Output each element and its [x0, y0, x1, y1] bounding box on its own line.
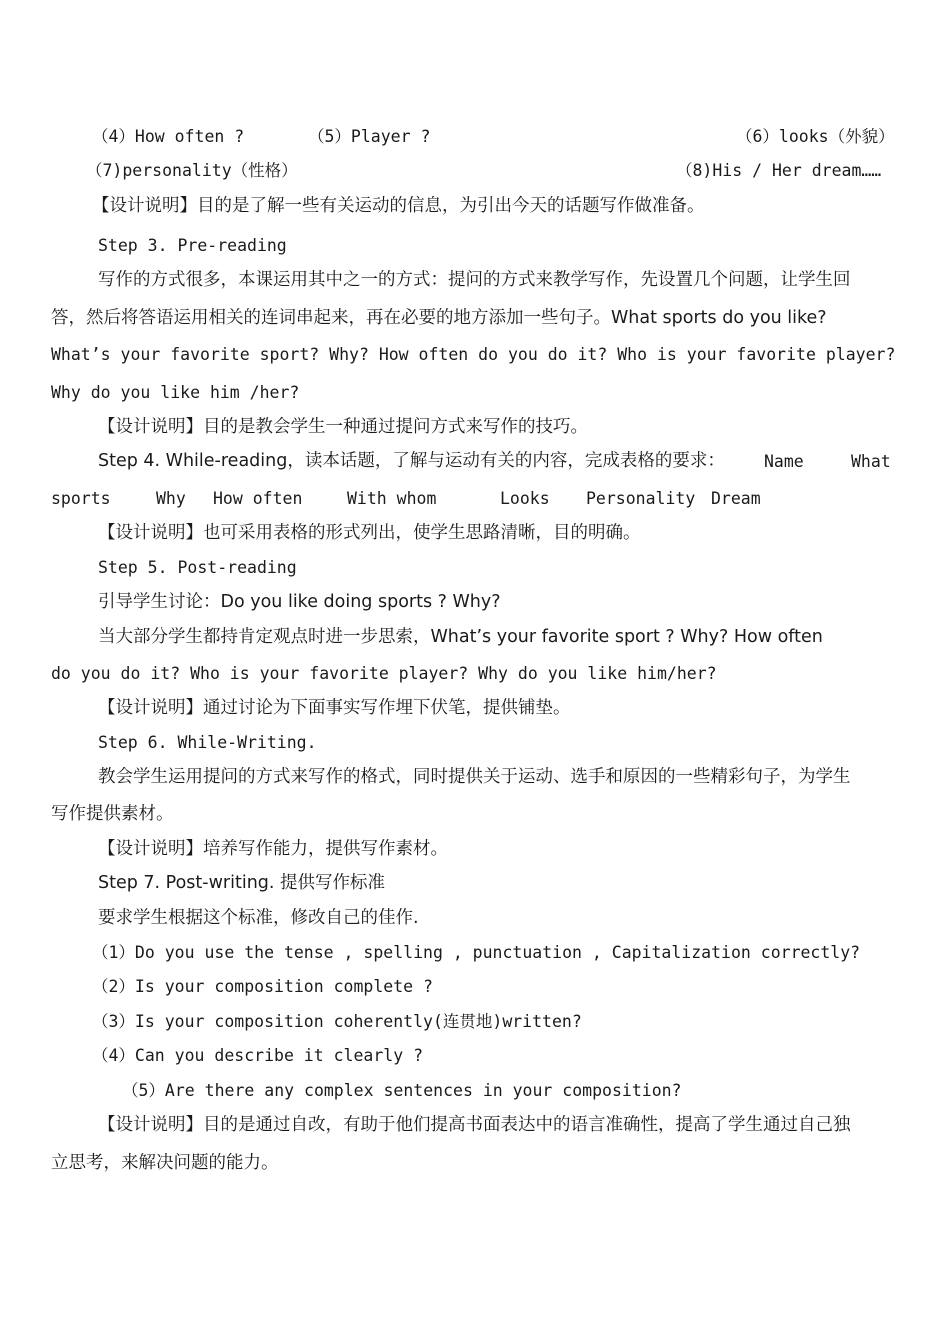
step4-line1: Step 4. While-reading，读本话题，了解与运动有关的内容，完成表格的要求：	[98, 451, 725, 471]
step7-title: Step 7. Post-writing. 提供写作标准	[98, 873, 386, 893]
table-header-how-often: How often	[213, 489, 303, 508]
question-how-often: （4）How often ?	[92, 127, 245, 146]
step5-design-note: 【设计说明】通过讨论为下面事实写作埋下伏笔，提供铺垫。	[98, 698, 571, 718]
table-header-with-whom: With whom	[347, 489, 437, 508]
table-header-what: What	[851, 452, 891, 471]
step5-line1: 引导学生讨论：Do you like doing sports ? Why?	[98, 592, 501, 612]
question-personality: （7)personality（性格）	[86, 161, 298, 180]
step5-line3: do you do it? Who is your favorite player? Why do you like him/her?	[51, 664, 717, 683]
step3-design-note: 【设计说明】目的是教会学生一种通过提问方式来写作的技巧。	[98, 417, 588, 437]
question-looks: （6）looks（外貌）	[736, 127, 895, 146]
table-header-why: Why	[156, 489, 186, 508]
step4-design-note: 【设计说明】也可采用表格的形式列出，使学生思路清晰，目的明确。	[98, 523, 641, 543]
step3-title: Step 3. Pre-reading	[98, 236, 287, 255]
table-header-dream: Dream	[711, 489, 761, 508]
criteria-item-4: （4）Can you describe it clearly ?	[92, 1046, 424, 1065]
question-dream: （8)His / Her dream……	[676, 161, 882, 180]
step6-design-note: 【设计说明】培养写作能力，提供写作素材。	[98, 839, 448, 859]
step3-paragraph-line3: What’s your favorite sport? Why? How often do you do it? Who is your favorite player?	[51, 345, 896, 364]
step3-paragraph-line4: Why do you like him /her?	[51, 383, 300, 402]
step7-design-note-line1: 【设计说明】目的是通过自改，有助于他们提高书面表达中的语言准确性，提高了学生通过自己独	[98, 1115, 851, 1135]
step6-title: Step 6. While-Writing.	[98, 733, 317, 752]
step5-title: Step 5. Post-reading	[98, 558, 297, 577]
step3-paragraph-line2: 答，然后将答语运用相关的连词串起来，再在必要的地方添加一些句子。What sports do you like?	[51, 308, 827, 328]
criteria-item-3: （3）Is your composition coherently(连贯地)written?	[92, 1012, 582, 1031]
step3-paragraph-line1: 写作的方式很多，本课运用其中之一的方式：提问的方式来教学写作，先设置几个问题，让学生回	[98, 270, 851, 290]
table-header-name: Name	[764, 452, 804, 471]
design-note-1: 【设计说明】目的是了解一些有关运动的信息，为引出今天的话题写作做准备。	[92, 196, 705, 216]
table-header-sports: sports	[51, 489, 111, 508]
step7-intro: 要求学生根据这个标准，修改自己的佳作.	[98, 908, 419, 928]
step5-line2: 当大部分学生都持肯定观点时进一步思索，What’s your favorite sport ? Why? How often	[98, 627, 823, 647]
criteria-item-5: （5）Are there any complex sentences in your composition?	[122, 1081, 682, 1100]
step7-design-note-line2: 立思考，来解决问题的能力。	[51, 1153, 279, 1173]
step6-line2: 写作提供素材。	[51, 804, 174, 824]
question-player: （5）Player ?	[308, 127, 431, 146]
criteria-item-2: （2）Is your composition complete ?	[92, 977, 433, 996]
table-header-personality: Personality	[586, 489, 696, 508]
criteria-item-1: （1）Do you use the tense , spelling , punctuation , Capitalization correctly?	[92, 943, 861, 962]
table-header-looks: Looks	[500, 489, 550, 508]
step6-line1: 教会学生运用提问的方式来写作的格式，同时提供关于运动、选手和原因的一些精彩句子，为学生	[98, 767, 851, 787]
